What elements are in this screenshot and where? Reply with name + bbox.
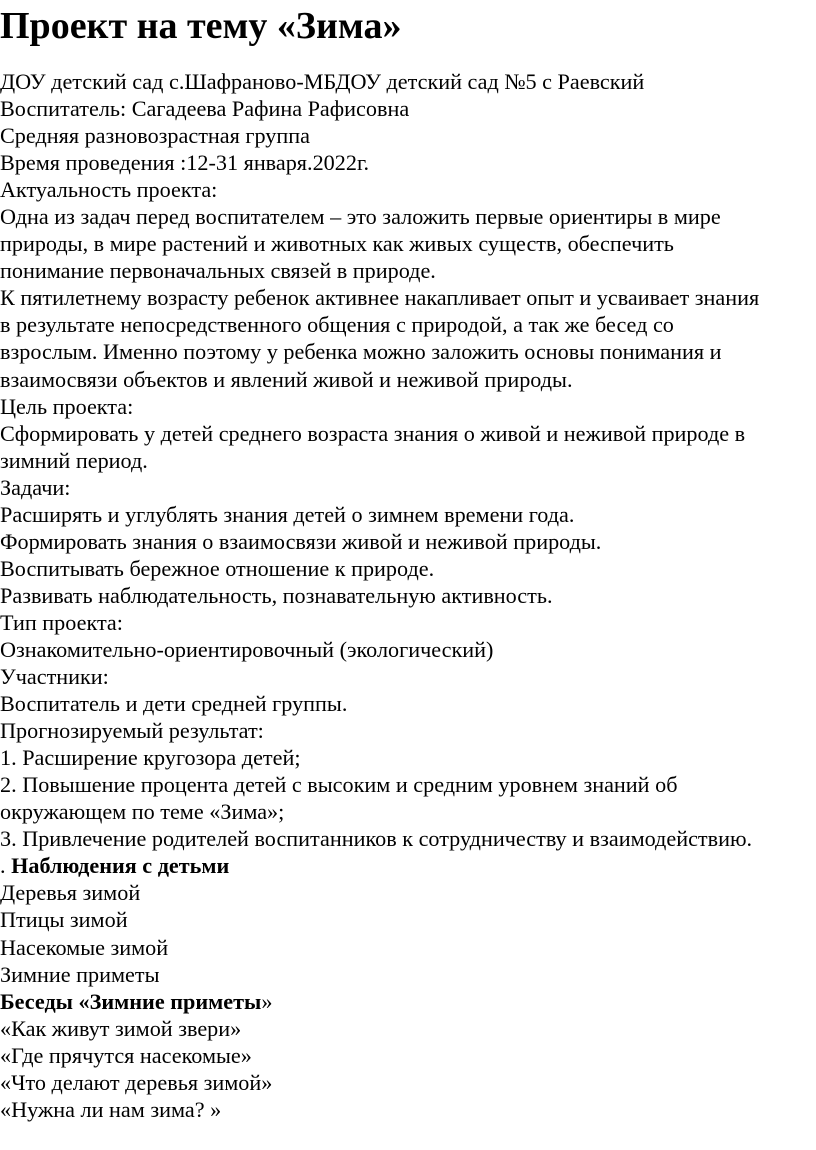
conversations-heading-line <box>0 988 816 1015</box>
conversations-heading-close: » <box>261 988 273 1014</box>
relevance-text-line: К пятилетнему возрасту ребенок активнее накапливает опыт и усваивает знания <box>0 285 760 311</box>
goal-text-line: Сформировать у детей среднего возраста знания о живой и неживой природе в <box>0 420 746 446</box>
relevance-text-line: Одна из задач перед воспитателем – это заложить первые ориентиры в мире <box>0 204 721 230</box>
conversation-item: «Как живут зимой звери» <box>0 1015 242 1041</box>
result-item: 2. Повышение процента детей с высоким и средним уровнем знаний об <box>0 772 678 798</box>
relevance-heading: Актуальность проекта: <box>0 177 218 203</box>
relevance-text-line: природы, в мире растений и животных как живых существ, обеспечить <box>0 231 674 257</box>
participants-value: Воспитатель и дети средней группы. <box>0 691 348 717</box>
group-line: Средняя разновозрастная группа <box>0 123 310 149</box>
observation-item: Зимние приметы <box>0 961 160 987</box>
task-item: Формировать знания о взаимосвязи живой и неживой природы. <box>0 528 602 554</box>
goal-heading: Цель проекта: <box>0 393 134 419</box>
observations-heading-line <box>0 852 816 879</box>
result-item: окружающем по теме «Зима»; <box>0 799 285 825</box>
relevance-text-line: понимание первоначальных связей в природе. <box>0 258 436 284</box>
observations-prefix: . <box>0 853 12 879</box>
document-body <box>0 68 816 1123</box>
participants-heading: Участники: <box>0 664 109 690</box>
page-title: Проект на тему «Зима» <box>0 5 402 47</box>
project-type-value: Ознакомительно-ориентировочный (экологический) <box>0 636 494 662</box>
goal-text-line: зимний период. <box>0 447 148 473</box>
project-type-heading: Тип проекта: <box>0 609 123 635</box>
conversations-heading: Беседы «Зимние приметы <box>0 988 262 1014</box>
task-item: Воспитывать бережное отношение к природе. <box>0 555 435 581</box>
relevance-text-line: взрослым. Именно поэтому у ребенка можно заложить основы понимания и <box>0 339 722 365</box>
task-item: Развивать наблюдательность, познавательную активность. <box>0 582 553 608</box>
result-item: 3. Привлечение родителей воспитанников к сотрудничеству и взаимодействию. <box>0 826 753 852</box>
expected-result-heading: Прогнозируемый результат: <box>0 718 264 744</box>
conversation-item: «Нужна ли нам зима? » <box>0 1096 222 1122</box>
observation-item: Насекомые зимой <box>0 934 169 960</box>
relevance-text-line: в результате непосредственного общения с природой, а так же бесед со <box>0 312 674 338</box>
period-line: Время проведения :12-31 января.2022г. <box>0 150 370 176</box>
conversation-item: «Где прячутся насекомые» <box>0 1042 252 1068</box>
relevance-text-line: взаимосвязи объектов и явлений живой и неживой природы. <box>0 366 573 392</box>
observation-item: Птицы зимой <box>0 907 128 933</box>
conversation-item: «Что делают деревья зимой» <box>0 1069 273 1095</box>
task-item: Расширять и углублять знания детей о зимнем времени года. <box>0 501 575 527</box>
tasks-heading: Задачи: <box>0 474 71 500</box>
kindergarten-line: ДОУ детский сад с.Шафраново-МБДОУ детский сад №5 с Раевский <box>0 69 645 94</box>
observation-item: Деревья зимой <box>0 880 141 906</box>
result-item: 1. Расширение кругозора детей; <box>0 745 301 771</box>
educator-line: Воспитатель: Сагадеева Рафина Рафисовна <box>0 96 410 122</box>
observations-heading: Наблюдения с детьми <box>11 853 230 879</box>
